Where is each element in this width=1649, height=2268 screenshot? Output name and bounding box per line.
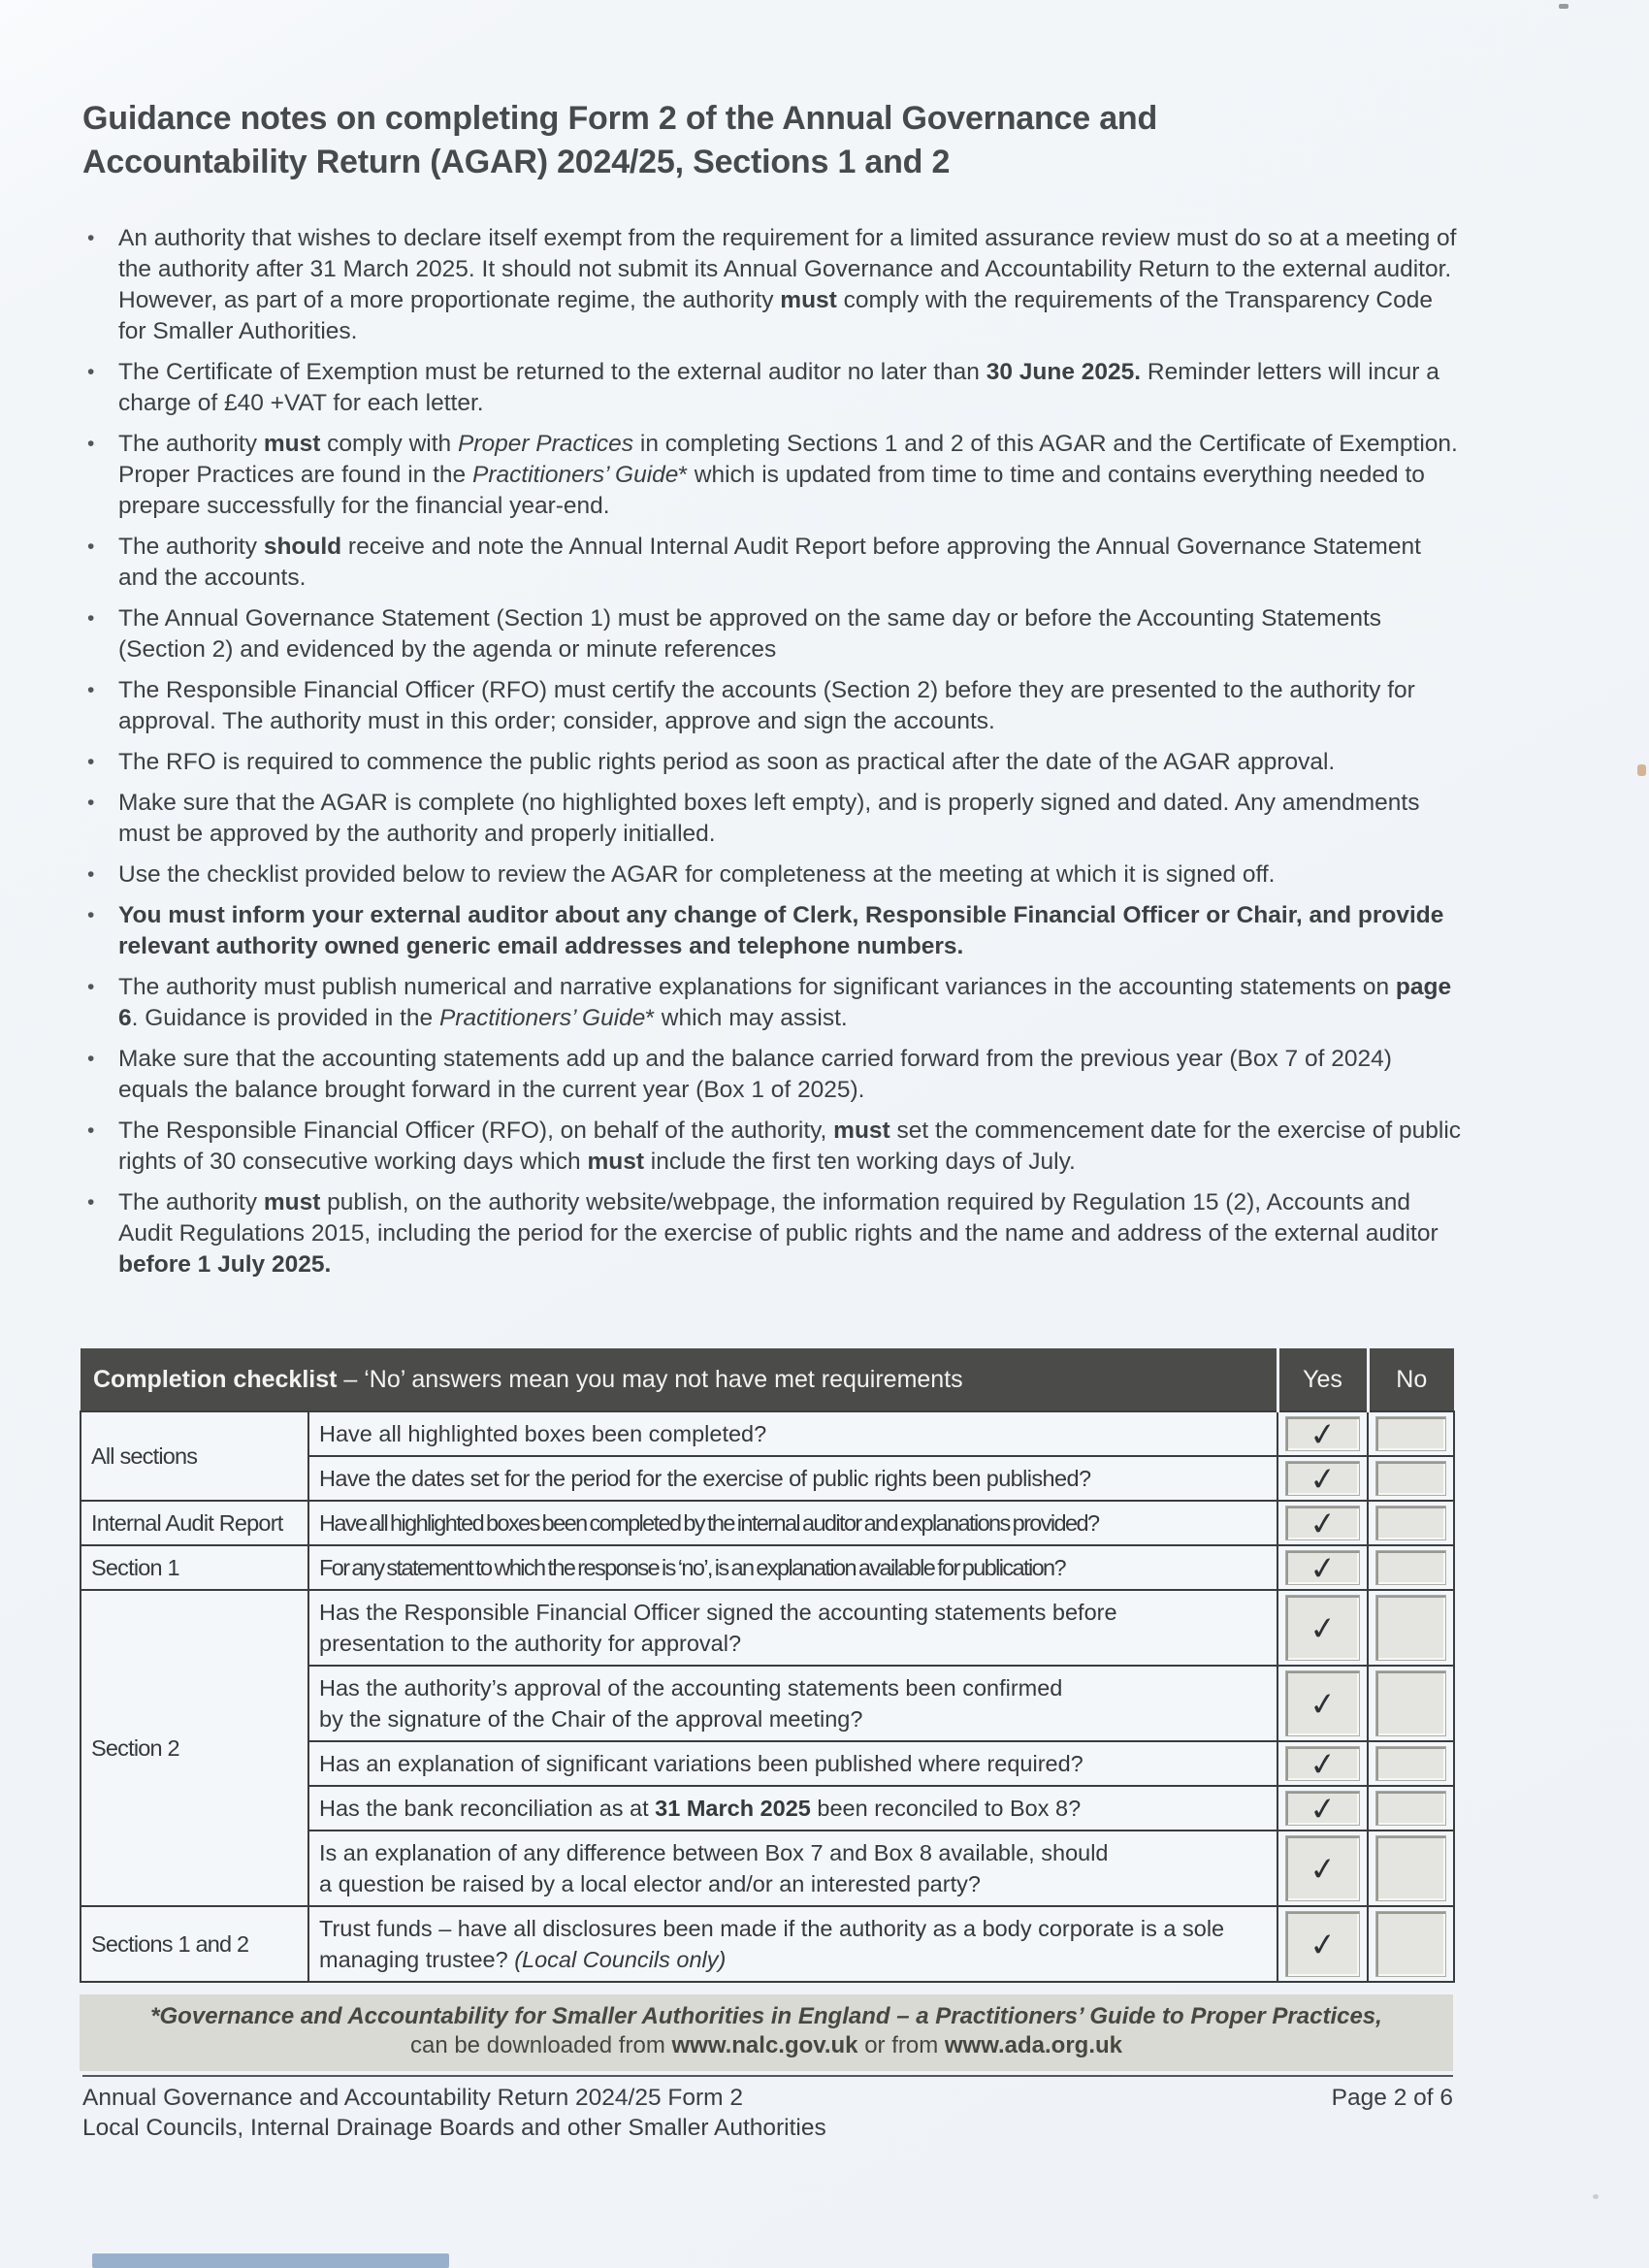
text-segment: publish, on the authority website/webpage, the information required by Regulation 15 (2), Accounts and Audit Regulations 2015, including the period for the exercise of public rights and the name and address of the external auditor bbox=[118, 1189, 1439, 1247]
answer-yes-cell bbox=[1277, 1590, 1368, 1666]
text-segment: The Responsible Financial Officer (RFO) must certify the accounts (Section 2) before they are presented to the authority for approval. The authority must in this order; consider, approve and sign the accounts. bbox=[118, 677, 1415, 734]
no-column-header: No bbox=[1368, 1348, 1454, 1411]
answer-yes-cell bbox=[1277, 1906, 1368, 1982]
text-segment: The authority bbox=[118, 1189, 264, 1215]
text-segment: . Guidance is provided in the bbox=[131, 1005, 439, 1031]
text-segment: presentation to the authority for approval? bbox=[319, 1631, 742, 1656]
bullet-marker: • bbox=[87, 433, 95, 455]
row-question bbox=[308, 1456, 1277, 1501]
bullet-item bbox=[82, 859, 1464, 891]
text-segment: Practitioners’ Guide bbox=[438, 1005, 646, 1031]
bullet-text bbox=[118, 532, 1464, 594]
bullet-text bbox=[118, 675, 1464, 737]
bullet-marker: • bbox=[87, 976, 95, 998]
checklist-header-row bbox=[81, 1348, 1454, 1411]
scan-artifact-speck bbox=[1559, 4, 1568, 9]
bullet-text bbox=[118, 1187, 1464, 1280]
answer-no-cell bbox=[1368, 1831, 1454, 1906]
scan-artifact-speck bbox=[1043, 442, 1048, 447]
text-segment: Have the dates set for the period for the exercise of public rights been published? bbox=[319, 1466, 1091, 1491]
answer-no-cell bbox=[1368, 1786, 1454, 1831]
bullet-text bbox=[118, 357, 1464, 419]
checkbox bbox=[1375, 1835, 1446, 1901]
answer-no-cell bbox=[1368, 1545, 1454, 1590]
completion-checklist-table bbox=[80, 1348, 1455, 1983]
checkbox bbox=[1285, 1670, 1360, 1736]
text-segment: Trust funds – have all disclosures been made if the authority as a body corporate is a sole managing trustee? bbox=[319, 1916, 1225, 1972]
answer-yes-cell bbox=[1277, 1666, 1368, 1741]
checkmark-icon: ✓ bbox=[1307, 1459, 1339, 1498]
answer-no-cell bbox=[1368, 1456, 1454, 1501]
row-section-label: Sections 1 and 2 bbox=[81, 1906, 308, 1982]
text-segment: 30 June 2025. bbox=[986, 359, 1142, 385]
bullet-item bbox=[82, 1187, 1464, 1280]
text-segment: can be downloaded from bbox=[409, 2032, 672, 2058]
text-segment: * which may assist. bbox=[645, 1005, 848, 1031]
checklist-row bbox=[81, 1411, 1454, 1456]
checkbox bbox=[1285, 1746, 1360, 1781]
checklist-title-rest: – ‘No’ answers mean you may not have met requirements bbox=[337, 1365, 963, 1393]
row-section-label: Section 1 bbox=[81, 1545, 308, 1590]
text-segment: include the first ten working days of July. bbox=[643, 1149, 1076, 1175]
checkmark-icon: ✓ bbox=[1307, 1925, 1339, 1963]
text-segment: (Local Councils only) bbox=[514, 1947, 727, 1972]
checkmark-icon: ✓ bbox=[1307, 1789, 1339, 1828]
text-segment: should bbox=[263, 534, 342, 560]
scan-artifact-blue-bar bbox=[92, 2253, 449, 2268]
text-segment: by the signature of the Chair of the approval meeting? bbox=[319, 1706, 863, 1732]
checkbox bbox=[1375, 1746, 1446, 1781]
answer-no-cell bbox=[1368, 1590, 1454, 1666]
yes-column-header: Yes bbox=[1277, 1348, 1368, 1411]
footer-line1: Annual Governance and Accountability Return 2024/25 Form 2 bbox=[82, 2085, 743, 2111]
text-segment: been reconciled to Box 8? bbox=[810, 1796, 1082, 1821]
text-segment: Has the bank reconciliation as at bbox=[319, 1796, 656, 1821]
bullet-marker: • bbox=[87, 607, 95, 630]
text-segment: The authority must publish numerical and narrative explanations for significant variances in the accounting statements on bbox=[118, 974, 1396, 1000]
text-segment: receive and note the Annual Internal Audit Report before approving the Annual Governance Statement and the accounts. bbox=[118, 534, 1421, 591]
text-segment: The Certificate of Exemption must be returned to the external auditor no later than bbox=[118, 359, 986, 385]
text-segment: Make sure that the AGAR is complete (no highlighted boxes left empty), and is properly signed and dated. Any amendments must be approved by the authority and properly initialled. bbox=[118, 790, 1420, 847]
checkbox bbox=[1285, 1595, 1360, 1661]
text-segment: You must inform your external auditor about any change of Clerk, Responsible Financial Officer or Chair, and provide relevant authority owned generic email addresses and telephone numbers. bbox=[118, 902, 1444, 959]
row-question bbox=[308, 1666, 1277, 1741]
checkbox bbox=[1285, 1416, 1360, 1451]
checkmark-icon: ✓ bbox=[1307, 1548, 1339, 1587]
bullet-marker: • bbox=[87, 792, 95, 814]
answer-yes-cell bbox=[1277, 1411, 1368, 1456]
checklist-row bbox=[81, 1590, 1454, 1666]
title-line-1: Guidance notes on completing Form 2 of the Annual Governance and bbox=[82, 100, 1158, 137]
checkbox bbox=[1285, 1791, 1360, 1826]
text-segment: in completing Sections 1 and 2 of this AGAR and the Certificate of Exemption. Proper Practices are found in the bbox=[118, 431, 1458, 488]
checkmark-icon: ✓ bbox=[1307, 1504, 1339, 1542]
bullet-text bbox=[118, 859, 1464, 891]
bullet-list bbox=[82, 223, 1464, 1290]
text-segment: Have all highlighted boxes been completed? bbox=[319, 1421, 767, 1446]
text-segment: Has an explanation of significant variations been published where required? bbox=[319, 1751, 1083, 1776]
row-section-label: Internal Audit Report bbox=[81, 1501, 308, 1545]
bullet-item bbox=[82, 429, 1464, 522]
row-question bbox=[308, 1411, 1277, 1456]
checklist-header bbox=[81, 1348, 1454, 1411]
answer-yes-cell bbox=[1277, 1456, 1368, 1501]
bullet-marker: • bbox=[87, 679, 95, 701]
bullet-item bbox=[82, 1044, 1464, 1106]
checkmark-icon: ✓ bbox=[1307, 1744, 1339, 1783]
checkbox bbox=[1285, 1461, 1360, 1496]
page-title bbox=[82, 97, 1373, 184]
bullet-item bbox=[82, 788, 1464, 850]
bullet-item bbox=[82, 1116, 1464, 1178]
row-question bbox=[308, 1590, 1277, 1666]
bullet-text bbox=[118, 972, 1464, 1034]
checkbox bbox=[1375, 1911, 1446, 1977]
checkbox bbox=[1375, 1506, 1446, 1540]
answer-yes-cell bbox=[1277, 1741, 1368, 1786]
text-segment: Have all highlighted boxes been completed by the internal auditor and explanations provided? bbox=[319, 1510, 1099, 1536]
text-segment: www.ada.org.uk bbox=[944, 2032, 1123, 2058]
text-segment: Proper Practices bbox=[457, 431, 634, 457]
checkbox bbox=[1375, 1416, 1446, 1451]
row-question bbox=[308, 1501, 1277, 1545]
answer-yes-cell bbox=[1277, 1501, 1368, 1545]
checkbox bbox=[1285, 1550, 1360, 1585]
bullet-marker: • bbox=[87, 1191, 95, 1214]
text-segment: For any statement to which the response is ‘no’, is an explanation available for publication? bbox=[319, 1555, 1065, 1580]
checkbox bbox=[1375, 1670, 1446, 1736]
bullet-marker: • bbox=[87, 1048, 95, 1070]
checkmark-icon: ✓ bbox=[1307, 1684, 1339, 1723]
text-segment: * which is updated from time to time and contains everything needed to prepare successfully for the financial year-end. bbox=[118, 462, 1425, 519]
checkmark-icon: ✓ bbox=[1307, 1849, 1339, 1888]
scan-artifact-speck bbox=[1637, 764, 1646, 776]
checkbox bbox=[1375, 1595, 1446, 1661]
bullet-item bbox=[82, 357, 1464, 419]
text-segment: Has the authority’s approval of the accounting statements been confirmed bbox=[319, 1675, 1063, 1701]
checklist-row bbox=[81, 1501, 1454, 1545]
bullet-item bbox=[82, 603, 1464, 665]
bullet-marker: • bbox=[87, 1119, 95, 1142]
checkmark-icon: ✓ bbox=[1307, 1608, 1339, 1647]
text-segment: page 6 bbox=[118, 974, 1452, 1031]
checkbox bbox=[1285, 1506, 1360, 1540]
checklist-row bbox=[81, 1906, 1454, 1982]
text-segment: must bbox=[587, 1149, 644, 1175]
row-section-label: Section 2 bbox=[81, 1590, 308, 1906]
text-segment: a question be raised by a local elector and/or an interested party? bbox=[319, 1871, 981, 1896]
text-segment: 31 March 2025 bbox=[655, 1796, 811, 1821]
row-question bbox=[308, 1545, 1277, 1590]
text-segment: Make sure that the accounting statements add up and the balance carried forward from the previous year (Box 7 of 2024) equals the balance brought forward in the current year (Box 1 of 2025). bbox=[118, 1046, 1392, 1103]
text-segment: Is an explanation of any difference between Box 7 and Box 8 available, should bbox=[319, 1840, 1109, 1865]
answer-yes-cell bbox=[1277, 1786, 1368, 1831]
text-segment: An authority that wishes to declare itself exempt from the requirement for a limited assurance review must do so at a meeting of the authority after 31 March 2025. It should not submit its Annual Governance and Accountability Return to the external auditor. However, as part of a more proportionate regime, the authority bbox=[118, 225, 1457, 313]
text-segment: before 1 July 2025. bbox=[118, 1251, 332, 1278]
answer-no-cell bbox=[1368, 1741, 1454, 1786]
row-question bbox=[308, 1906, 1277, 1982]
page-footer bbox=[82, 2083, 1453, 2143]
bullet-text bbox=[118, 429, 1464, 522]
row-question bbox=[308, 1831, 1277, 1906]
footnote-line1 bbox=[99, 2002, 1434, 2031]
text-segment: must bbox=[263, 1189, 321, 1215]
text-segment: comply with bbox=[320, 431, 458, 457]
checklist-row bbox=[81, 1545, 1454, 1590]
checkbox bbox=[1375, 1461, 1446, 1496]
bullet-marker: • bbox=[87, 863, 95, 886]
answer-no-cell bbox=[1368, 1906, 1454, 1982]
row-question bbox=[308, 1786, 1277, 1831]
text-segment: Has the Responsible Financial Officer signed the accounting statements before bbox=[319, 1600, 1117, 1625]
checkmark-icon: ✓ bbox=[1307, 1414, 1339, 1453]
text-segment: www.nalc.gov.uk bbox=[671, 2032, 858, 2058]
row-section-label: All sections bbox=[81, 1411, 308, 1501]
text-segment: must bbox=[833, 1118, 890, 1144]
title-line-2: Accountability Return (AGAR) 2024/25, Sections 1 and 2 bbox=[82, 144, 951, 180]
text-segment: The authority bbox=[118, 534, 264, 560]
footer-left bbox=[82, 2083, 826, 2143]
footnote-line2 bbox=[99, 2031, 1434, 2060]
text-segment: The authority bbox=[118, 431, 264, 457]
text-segment: The RFO is required to commence the public rights period as soon as practical after the date of the AGAR approval. bbox=[118, 749, 1336, 775]
bullet-marker: • bbox=[87, 535, 95, 558]
text-segment: Use the checklist provided below to review the AGAR for completeness at the meeting at which it is signed off. bbox=[118, 861, 1276, 888]
footnote-box bbox=[80, 1994, 1453, 2071]
bullet-text bbox=[118, 788, 1464, 850]
text-segment: Reminder letters will incur a charge of £40 +VAT for each letter. bbox=[118, 359, 1439, 416]
bullet-marker: • bbox=[87, 751, 95, 773]
checklist-body bbox=[81, 1411, 1454, 1982]
checklist-header-title bbox=[81, 1348, 1277, 1411]
bullet-item bbox=[82, 532, 1464, 594]
bullet-text bbox=[118, 223, 1464, 347]
answer-no-cell bbox=[1368, 1411, 1454, 1456]
checkbox bbox=[1375, 1791, 1446, 1826]
bullet-item bbox=[82, 972, 1464, 1034]
bullet-marker: • bbox=[87, 361, 95, 383]
text-segment: The Annual Governance Statement (Section 1) must be approved on the same day or before the Accounting Statements (Section 2) and evidenced by the agenda or minute references bbox=[118, 605, 1382, 663]
bullet-text bbox=[118, 747, 1464, 778]
answer-yes-cell bbox=[1277, 1831, 1368, 1906]
bullet-item bbox=[82, 747, 1464, 778]
bullet-text bbox=[118, 1116, 1464, 1178]
footer-page-number: Page 2 of 6 bbox=[1331, 2085, 1453, 2111]
row-question bbox=[308, 1741, 1277, 1786]
text-segment: must bbox=[263, 431, 321, 457]
checkbox bbox=[1285, 1835, 1360, 1901]
scan-artifact-speck bbox=[1593, 2194, 1599, 2199]
bullet-text bbox=[118, 603, 1464, 665]
bullet-item bbox=[82, 675, 1464, 737]
answer-no-cell bbox=[1368, 1666, 1454, 1741]
footer-divider bbox=[82, 2075, 1453, 2077]
bullet-marker: • bbox=[87, 904, 95, 926]
bullet-marker: • bbox=[87, 227, 95, 249]
bullet-item bbox=[82, 900, 1464, 962]
bullet-text bbox=[118, 900, 1464, 962]
text-segment: must bbox=[780, 287, 837, 313]
text-segment: or from bbox=[857, 2032, 945, 2058]
checkbox bbox=[1285, 1911, 1360, 1977]
footer-line2: Local Councils, Internal Drainage Boards and other Smaller Authorities bbox=[82, 2115, 826, 2141]
text-segment: The Responsible Financial Officer (RFO), on behalf of the authority, bbox=[118, 1118, 834, 1144]
bullet-text bbox=[118, 1044, 1464, 1106]
bullet-item bbox=[82, 223, 1464, 347]
text-segment: Practitioners’ Guide bbox=[471, 462, 679, 488]
text-segment: comply with the requirements of the Transparency Code for Smaller Authorities. bbox=[118, 287, 1433, 344]
checkbox bbox=[1375, 1550, 1446, 1585]
answer-no-cell bbox=[1368, 1501, 1454, 1545]
answer-yes-cell bbox=[1277, 1545, 1368, 1590]
text-segment: *Governance and Accountability for Smaller Authorities in England – a Practitioners’ Guide to Proper Practices, bbox=[150, 2003, 1382, 2029]
checklist-title-bold: Completion checklist bbox=[93, 1365, 338, 1393]
text-segment: set the commencement date for the exercise of public rights of 30 consecutive working days which bbox=[118, 1118, 1462, 1175]
